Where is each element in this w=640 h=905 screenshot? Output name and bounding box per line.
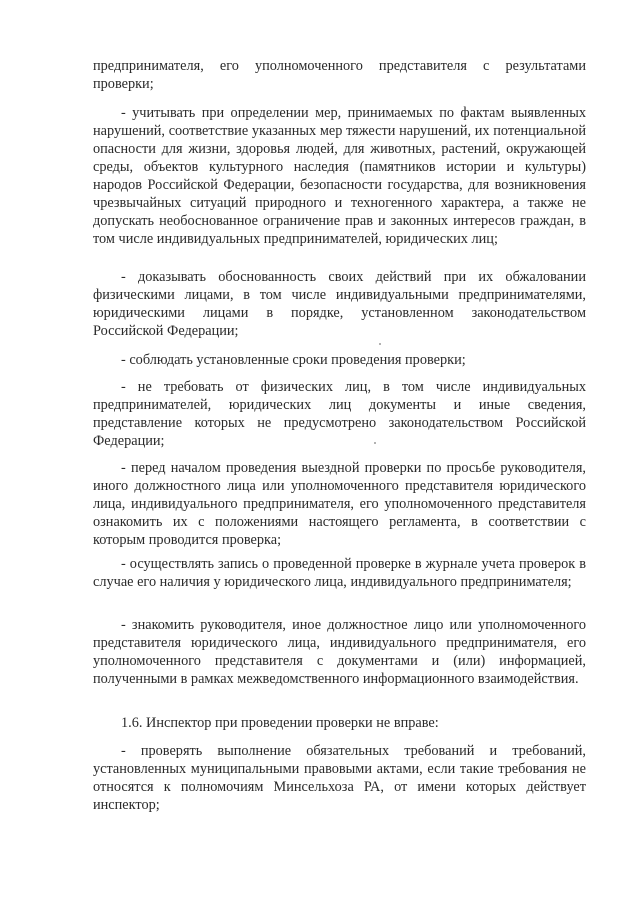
- paragraph-text: - доказывать обоснованность своих действий при их обжаловании физическими лицами, в том числе индивидуальными предпринимателями, юридическими лицами в порядке, установленном законодательством Российской Федерации;: [93, 269, 586, 339]
- paragraph-continuation: [93, 57, 586, 93]
- paragraph-text: предпринимателя, его уполномоченного представителя с результатами проверки;: [93, 58, 586, 92]
- paragraph-consider-measures: [93, 104, 586, 248]
- paragraph-text: 1.6. Инспектор при проведении проверки не вправе:: [121, 715, 439, 731]
- paragraph-text: - соблюдать установленные сроки проведения проверки;: [121, 352, 466, 368]
- paragraph-text: - перед началом проведения выездной проверки по просьбе руководителя, иного должностного лица или уполномоченного представителя юридического лица, индивидуального предпринимателя, его уполномоченного представителя ознакомить их с положениями настоящего регламента, в соответствии с которым проводится проверка;: [93, 460, 586, 548]
- scan-speck: [374, 442, 376, 444]
- paragraph-not-check-requirements: [93, 742, 586, 814]
- section-heading-1-6: [93, 714, 586, 732]
- paragraph-text: - не требовать от физических лиц, в том числе индивидуальных предпринимателей, юридических лиц документы и иные сведения, представление которых не предусмотрено законодательством Российской Федерации;: [93, 379, 586, 449]
- paragraph-observe-deadlines: [93, 351, 586, 369]
- paragraph-text: - знакомить руководителя, иное должностное лицо или уполномоченного представителя юридического лица, индивидуального предпринимателя, его уполномоченного представителя с документами и (или) информацией, полученными в рамках межведомственного информационного взаимодействия.: [93, 617, 586, 687]
- paragraph-interagency-info: [93, 616, 586, 688]
- paragraph-familiarize-regulation: [93, 459, 586, 549]
- paragraph-text: - проверять выполнение обязательных требований и требований, установленных муниципальными правовыми актами, если такие требования не относятся к полномочиям Минсельхоза РА, от имени которых действует инспектор;: [93, 743, 586, 813]
- paragraph-journal-record: [93, 555, 586, 591]
- scan-speck: [379, 343, 381, 345]
- paragraph-text: - учитывать при определении мер, принимаемых по фактам выявленных нарушений, соответствие указанных мер тяжести нарушений, их потенциальной опасности для жизни, здоровья людей, для животных, растений, окружающей среды, объектов культурного наследия (памятников истории и культуры) народов Российской Федерации, безопасности государства, для возникновения чрезвычайных ситуаций природного и техногенного характера, а также не допускать необоснованное ограничение прав и законных интересов граждан, в том числе индивидуальных предпринимателей, юридических лиц;: [93, 105, 586, 247]
- paragraph-not-require-documents: [93, 378, 586, 450]
- paragraph-prove-validity: [93, 268, 586, 340]
- paragraph-text: - осуществлять запись о проведенной проверке в журнале учета проверок в случае его наличия у юридического лица, индивидуального предпринимателя;: [93, 556, 586, 590]
